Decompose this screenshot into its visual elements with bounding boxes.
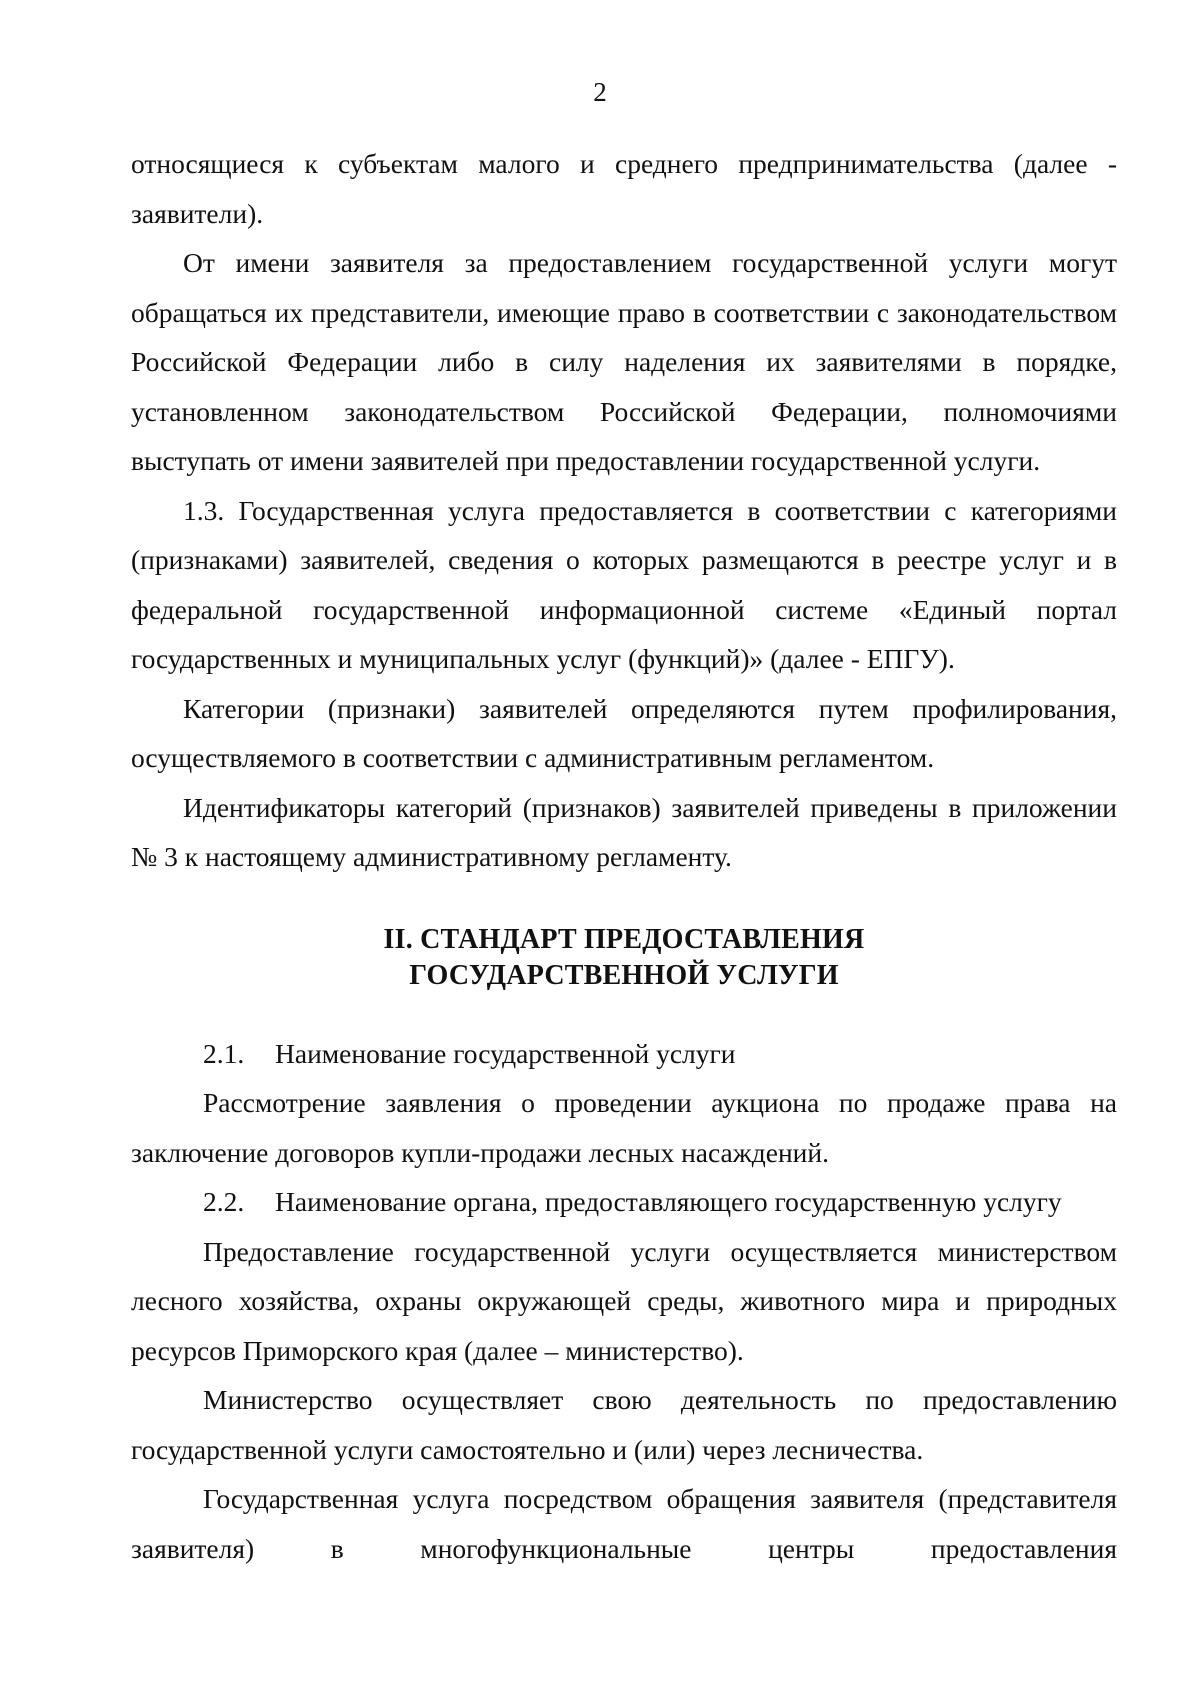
section-heading-line-2: ГОСУДАРСТВЕННОЙ УСЛУГИ: [409, 959, 839, 991]
section-heading-line-1: II. СТАНДАРТ ПРЕДОСТАВЛЕНИЯ: [383, 923, 865, 955]
page-number: 2: [593, 77, 607, 107]
paragraph-service-name: Рассмотрение заявления о проведении аукциона по продаже права на заключение договоров купли-продажи лесных насаждений.: [131, 1087, 1117, 1168]
paragraph-identifiers: Идентификаторы категорий (признаков) заявителей приведены в приложении № 3 к настоящему административному регламенту.: [131, 791, 1117, 872]
document-body: [131, 139, 1117, 1573]
subsection-2-2-number: 2.2.: [203, 1186, 245, 1217]
paragraph-ministry: Предоставление государственной услуги осуществляется министерством лесного хозяйства, охраны окружающей среды, животного мира и природных ресурсов Приморского края (далее – министерство).: [131, 1235, 1117, 1366]
subsection-2-2: [131, 1177, 1117, 1227]
paragraph-applicants-definition: относящиеся к субъектам малого и среднего предпринимательства (далее - заявители).: [131, 148, 1117, 229]
paragraph-representatives: От имени заявителя за предоставлением государственной услуги могут обращаться их представители, имеющие право в соответствии с законодательством Российской Федерации либо в силу наделения их заявителями в порядке, установленном законодательством Российской Федерации, полномочиями выступать от имени заявителей при предоставлении государственной услуги.: [131, 247, 1117, 476]
paragraph-profiling: Категории (признаки) заявителей определяются путем профилирования, осуществляемого в соответствии с административным регламентом.: [131, 692, 1117, 773]
paragraph-categories-registry: 1.3. Государственная услуга предоставляется в соответствии с категориями (признаками) заявителей, сведения о которых размещаются в реестре услуг и в федеральной государственной информационной системе «Единый портал государственных и муниципальных услуг (функций)» (далее - ЕПГУ).: [131, 494, 1117, 674]
section-heading: [131, 922, 1117, 994]
paragraph-ministry-activity: Министерство осуществляет свою деятельность по предоставлению государственной услуги самостоятельно и (или) через лесничества.: [131, 1384, 1117, 1465]
subsection-2-2-title: Наименование органа, предоставляющего государственную услугу: [275, 1186, 1062, 1217]
subsection-2-1: [131, 1029, 1117, 1079]
subsection-2-1-number: 2.1.: [203, 1037, 245, 1069]
subsection-2-1-title: Наименование государственной услуги: [275, 1037, 736, 1069]
paragraph-mfc: Государственная услуга посредством обращения заявителя (представителя заявителя) в многофункциональные центры предоставления: [131, 1483, 1117, 1564]
